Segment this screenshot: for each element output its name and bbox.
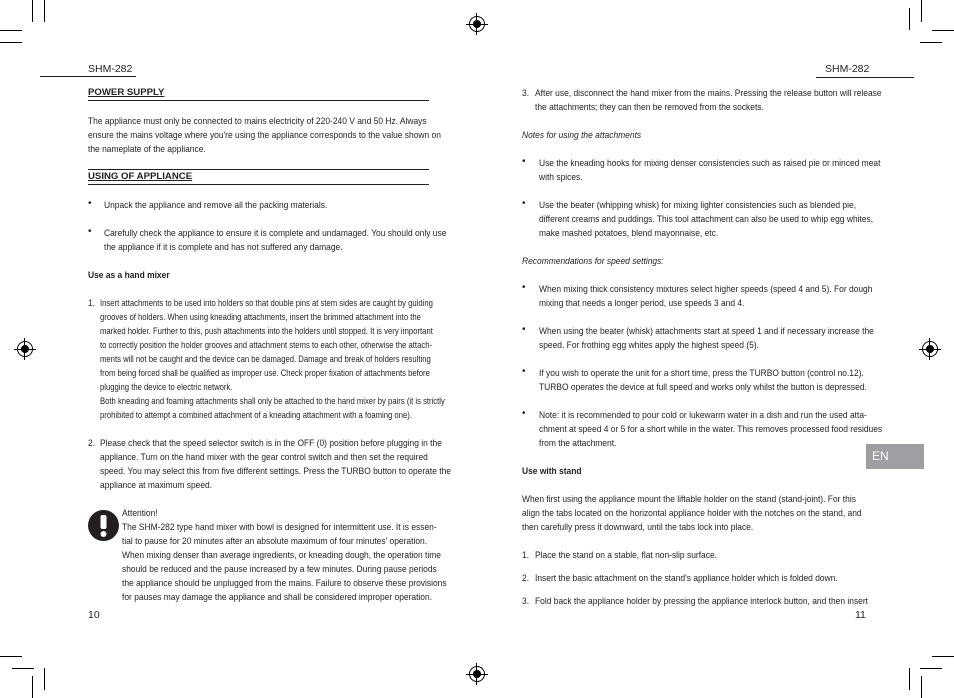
power-supply-line: the nameplate of the appliance. <box>88 143 206 154</box>
page-number-left: 10 <box>88 609 100 621</box>
recommendation-line: If you wish to operate the unit for a short time, press the TURBO button (control no.12). <box>539 367 864 378</box>
crop-mark <box>32 676 33 698</box>
recommendation-line: chment at speed 4 or 5 for a short while in the water. This removes processed food residues <box>539 423 883 434</box>
stand-heading: Use with stand <box>522 465 582 476</box>
using-bullet: Carefully check the appliance to ensure it is complete and undamaged. You should only use <box>104 227 447 238</box>
language-tab: EN <box>866 444 924 469</box>
bullet-icon: • <box>522 366 526 377</box>
attention-line: tial to pause for 20 minutes after an absolute maximum of four minutes' operation. <box>122 535 428 546</box>
crop-mark <box>909 668 910 690</box>
power-supply-heading: POWER SUPPLY <box>88 87 165 98</box>
list-number: 2. <box>88 437 96 448</box>
recommendations-heading: Recommendations for speed settings: <box>522 255 664 266</box>
registration-mark-icon <box>476 663 477 685</box>
hand-mixer-item2-line: appliance. Turn on the hand mixer with the gear control switch and then set the required <box>100 451 428 462</box>
bullet-icon: • <box>522 198 526 209</box>
note-line: make mashed potatoes, blend mayonnaise, etc. <box>539 227 719 238</box>
hand-mixer-item1-line: Both kneading and foaming attachments shall only be attached to the hand mixer by pairs (it is strictly <box>100 395 445 406</box>
crop-mark <box>932 30 954 31</box>
using-heading: USING OF APPLIANCE <box>88 171 193 182</box>
attention-line: should be reduced and the pause increased by a few minutes. During pause periods <box>122 563 437 574</box>
stand-line: When first using the appliance mount the liftable holder on the stand (stand-joint). For this <box>522 493 856 504</box>
crop-mark <box>921 676 922 698</box>
note-line: Use the kneading hooks for mixing denser consistencies such as raised pie or minced meat <box>539 157 881 168</box>
crop-mark <box>44 0 45 22</box>
section-rule <box>88 184 429 185</box>
hand-mixer-item1-line: prohibited to attempt a combined attachment of a kneading attachment with a foaming one). <box>100 409 412 420</box>
item3-line: After use, disconnect the hand mixer from the mains. Pressing the release button will release <box>535 87 882 98</box>
item3-line: the attachments; they can then be removed from the sockets. <box>535 101 764 112</box>
crop-mark <box>0 30 22 31</box>
registration-mark-icon <box>469 16 485 32</box>
power-supply-line: ensure the mains voltage where you're using the appliance corresponds to the value shown on <box>88 129 441 140</box>
crop-mark <box>12 668 34 669</box>
page-number-right: 11 <box>855 609 866 621</box>
hand-mixer-item2-line: speed. You may select this from five different settings. Press the TURBO button to operate the <box>100 465 451 476</box>
recommendation-line: mixing that needs a longer period, use speeds 3 and 4. <box>539 297 745 308</box>
recommendation-line: speed. For frothing egg whites apply the highest speed (5). <box>539 339 759 350</box>
hand-mixer-item1-line: plugging the device to electric network. <box>100 381 233 392</box>
list-number: 1. <box>522 549 530 560</box>
recommendation-line: When mixing thick consistency mixtures select higher speeds (speed 4 and 5). For dough <box>539 283 873 294</box>
model-label-right: SHM-282 <box>825 63 870 75</box>
hand-mixer-item1-line: from being forced shall be qualified as improper use. Check proper fixation of attachments before <box>100 367 430 378</box>
bullet-icon: • <box>522 408 526 419</box>
hand-mixer-item1-line: marked holder. Further to this, push attachments into the holders until stopped. It is very important <box>100 325 433 336</box>
registration-mark-icon <box>929 338 930 360</box>
stand-step: Place the stand on a stable, flat non-slip surface. <box>535 549 717 560</box>
note-line: with spices. <box>539 171 583 182</box>
registration-mark-icon <box>476 13 477 35</box>
attention-title: Attention! <box>122 507 158 518</box>
bullet-icon: • <box>522 282 526 293</box>
recommendation-line: When using the beater (whisk) attachments start at speed 1 and if necessary increase the <box>539 325 874 336</box>
hand-mixer-item2-line: appliance at maximum speed. <box>100 479 213 490</box>
section-rule <box>88 100 429 101</box>
registration-mark-icon <box>24 338 25 360</box>
notes-heading: Notes for using the attachments <box>522 129 642 140</box>
stand-step: Fold back the appliance holder by pressing the appliance interlock button, and then insert <box>535 595 869 606</box>
note-line: different creams and puddings. This tool attachment can also be used to whip egg whites, <box>539 213 874 224</box>
attention-line: the appliance should be unplugged from the mains. Failure to observe these provisions <box>122 577 447 588</box>
crop-mark <box>32 0 33 22</box>
list-number: 3. <box>522 595 530 606</box>
note-line: Use the beater (whipping whisk) for mixing lighter consistencies such as blended pie, <box>539 199 857 210</box>
bullet-icon: • <box>88 198 92 209</box>
list-number: 3. <box>522 87 530 98</box>
using-bullet: Unpack the appliance and remove all the packing materials. <box>104 199 328 210</box>
header-rule-right <box>816 77 914 78</box>
hand-mixer-item1-line: ments will not be caught and the device can be damaged. Damage and break of holders resulting <box>100 353 431 364</box>
crop-mark <box>0 656 22 657</box>
crop-mark <box>909 8 910 30</box>
stand-line: then carefully press it downward, until the tabs lock into place. <box>522 521 754 532</box>
using-bullet: the appliance if it is complete and has not suffered any damage. <box>104 241 343 252</box>
hand-mixer-item2-line: Please check that the speed selector switch is in the OFF (0) position before plugging in the <box>100 437 442 448</box>
recommendation-line: from the attachment. <box>539 437 617 448</box>
attention-line: The SHM-282 type hand mixer with bowl is designed for intermittent use. It is essen- <box>122 521 437 532</box>
registration-mark-icon <box>922 341 938 357</box>
bullet-icon: • <box>522 156 526 167</box>
crop-mark <box>921 0 922 22</box>
attention-line: for pauses may damage the appliance and shall be considered improper operation. <box>122 591 433 602</box>
crop-mark <box>920 668 942 669</box>
power-supply-line: The appliance must only be connected to mains electricity of 220-240 V and 50 Hz. Always <box>88 115 427 126</box>
recommendation-line: TURBO operates the device at full speed and works only whilst the button is depressed. <box>539 381 867 392</box>
crop-mark <box>44 668 45 690</box>
recommendation-line: Note: it is recommended to pour cold or lukewarm water in a dish and run the used atta- <box>539 409 867 420</box>
bullet-icon: • <box>88 226 92 237</box>
hand-mixer-item1-line: Insert attachments to be used into holders so that double pins at stem sides are caught by guiding <box>100 297 433 308</box>
stand-line: align the tabs located on the horizontal appliance holder with the notches on the stand, and <box>522 507 862 518</box>
hand-mixer-heading: Use as a hand mixer <box>88 269 170 280</box>
crop-mark <box>932 656 954 657</box>
model-label-left: SHM-282 <box>88 63 133 75</box>
crop-mark <box>0 42 22 43</box>
warning-icon <box>88 510 119 541</box>
attention-line: When mixing denser than average ingredients, or kneading dough, the operation time <box>122 549 441 560</box>
list-number: 1. <box>88 297 96 308</box>
hand-mixer-item1-line: to correctly position the holder grooves and attachment stems to each other, otherwise the attach- <box>100 339 433 350</box>
bullet-icon: • <box>522 324 526 335</box>
hand-mixer-item1-line: grooves of holders. When using kneading attachments, insert the brimmed attachment into the <box>100 311 421 322</box>
registration-mark-icon <box>17 341 33 357</box>
registration-mark-icon <box>469 666 485 682</box>
crop-mark <box>920 42 942 43</box>
stand-step: Insert the basic attachment on the stand's appliance holder which is folded down. <box>535 572 838 583</box>
list-number: 2. <box>522 572 530 583</box>
header-rule-left <box>40 76 136 77</box>
warning-icon <box>88 510 119 541</box>
section-rule <box>88 169 429 170</box>
